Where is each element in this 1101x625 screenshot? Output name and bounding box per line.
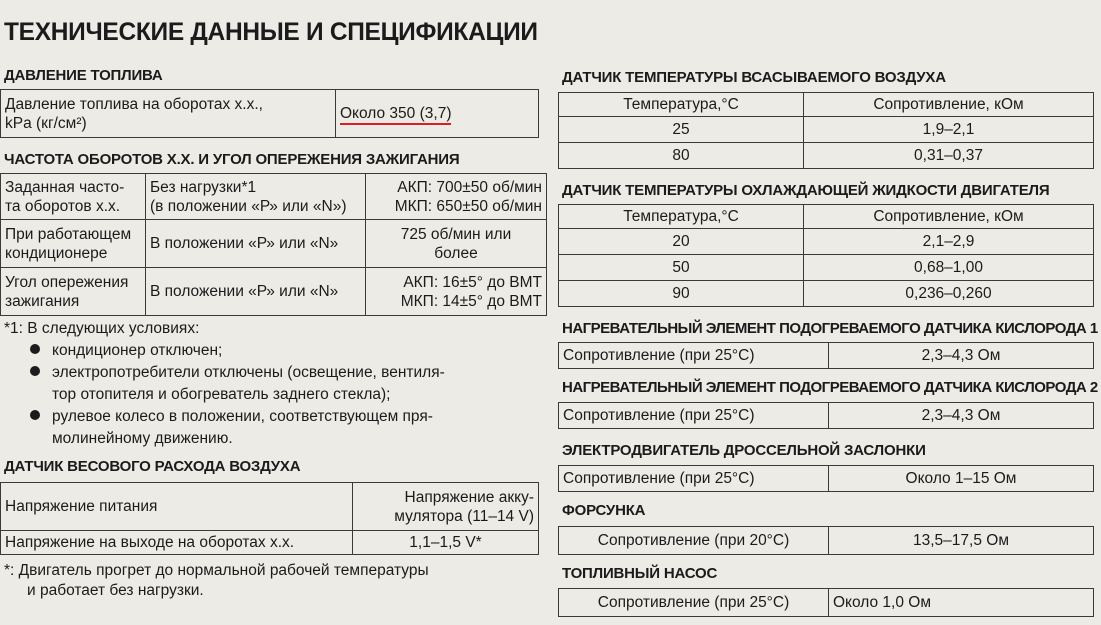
maf-table xyxy=(0,482,539,555)
bullet-icon xyxy=(30,410,40,420)
page-title: ТЕХНИЧЕСКИЕ ДАННЫЕ И СПЕЦИФИКАЦИИ xyxy=(4,18,538,46)
column-header: Сопротивление, кОм xyxy=(804,93,1094,117)
maf-output-value: 1,1–1,5 V* xyxy=(353,531,539,555)
fuel-pressure-value: Около 350 (3,7) xyxy=(336,90,539,138)
table-row: Сопротивление (при 25°С) Около 1,0 Ом xyxy=(559,589,1094,617)
column-header: Температура,°С xyxy=(559,93,804,117)
maf-supply-label: Напряжение питания xyxy=(1,483,353,531)
o2-heater-2-table xyxy=(558,402,1094,429)
table-row xyxy=(1,90,539,138)
table-row: Сопротивление (при 25°С) Около 1–15 Ом xyxy=(559,466,1094,492)
fuel-pump-table xyxy=(558,588,1094,617)
idle-note-title: *1: В следующих условиях: xyxy=(4,320,200,337)
fuel-pressure-heading: ДАВЛЕНИЕ ТОПЛИВА xyxy=(4,67,163,84)
list-item: кондиционер отключен; xyxy=(30,340,222,362)
o2-heater-1-heading: НАГРЕВАТЕЛЬНЫЙ ЭЛЕМЕНТ ПОДОГРЕВАЕМОГО ДАТЧИКА КИСЛОРОДА 1 xyxy=(562,320,1098,337)
table-row: 50 0,68–1,00 xyxy=(559,255,1094,281)
list-item-continuation: молинейному движению. xyxy=(52,430,233,447)
table-row: Угол опережения зажигания В положении «Р» или «N» АКП: 16±5° до ВМТ МКП: 14±5° до ВМТ xyxy=(1,268,547,316)
maf-heading: ДАТЧИК ВЕСОВОГО РАСХОДА ВОЗДУХА xyxy=(4,458,301,475)
table-row xyxy=(559,205,1094,229)
table-row: 80 0,31–0,37 xyxy=(559,143,1094,169)
table-row: При работающем кондиционере В положении «Р» или «N» 725 об/мин или более xyxy=(1,220,547,268)
injector-table xyxy=(558,526,1094,555)
bullet-icon xyxy=(30,366,40,376)
table-row xyxy=(559,93,1094,117)
fuel-pressure-label: Давление топлива на оборотах х.х., kPa (кг/см²) xyxy=(1,90,336,138)
throttle-table xyxy=(558,465,1094,492)
table-row xyxy=(1,531,539,555)
o2-heater-2-heading: НАГРЕВАТЕЛЬНЫЙ ЭЛЕМЕНТ ПОДОГРЕВАЕМОГО ДАТЧИКА КИСЛОРОДА 2 xyxy=(562,379,1098,396)
iat-heading: ДАТЧИК ТЕМПЕРАТУРЫ ВСАСЫВАЕМОГО ВОЗДУХА xyxy=(562,69,946,86)
maf-note-cont: и работает без нагрузки. xyxy=(27,582,204,599)
maf-note: *: Двигатель прогрет до нормальной рабочей температуры xyxy=(4,562,429,579)
idle-table xyxy=(0,173,547,316)
table-row: Сопротивление (при 25°С) 2,3–4,3 Ом xyxy=(559,343,1094,369)
list-item: электропотребители отключены (освещение, вентиля- xyxy=(30,362,445,384)
table-row: Сопротивление (при 20°С) 13,5–17,5 Ом xyxy=(559,527,1094,555)
idle-heading: ЧАСТОТА ОБОРОТОВ Х.Х. И УГОЛ ОПЕРЕЖЕНИЯ ЗАЖИГАНИЯ xyxy=(4,151,460,168)
table-row: 20 2,1–2,9 xyxy=(559,229,1094,255)
maf-supply-value: Напряжение акку- мулятора (11–14 V) xyxy=(353,483,539,531)
column-header: Сопротивление, кОм xyxy=(804,205,1094,229)
fuel-pump-heading: ТОПЛИВНЫЙ НАСОС xyxy=(562,565,718,582)
table-row: 25 1,9–2,1 xyxy=(559,117,1094,143)
injector-heading: ФОРСУНКА xyxy=(562,502,646,519)
table-row: Сопротивление (при 25°С) 2,3–4,3 Ом xyxy=(559,403,1094,429)
bullet-icon xyxy=(30,344,40,354)
fuel-pressure-table xyxy=(0,89,539,138)
throttle-heading: ЭЛЕКТРОДВИГАТЕЛЬ ДРОССЕЛЬНОЙ ЗАСЛОНКИ xyxy=(562,442,926,459)
list-item-continuation: тор отопителя и обогреватель заднего стекла); xyxy=(52,386,391,403)
ect-table xyxy=(558,204,1094,307)
table-row: 90 0,236–0,260 xyxy=(559,281,1094,307)
iat-table xyxy=(558,92,1094,169)
table-row xyxy=(1,483,539,531)
ect-heading: ДАТЧИК ТЕМПЕРАТУРЫ ОХЛАЖДАЮЩЕЙ ЖИДКОСТИ ДВИГАТЕЛЯ xyxy=(562,182,1050,199)
table-row: Заданная часто- та оборотов х.х. Без нагрузки*1 (в положении «Р» или «N») АКП: 700±50 об/мин МКП: 650±50 об/мин xyxy=(1,174,547,220)
column-header: Температура,°С xyxy=(559,205,804,229)
list-item: рулевое колесо в положении, соответствующем пря- xyxy=(30,406,433,428)
maf-output-label: Напряжение на выходе на оборотах х.х. xyxy=(1,531,353,555)
o2-heater-1-table xyxy=(558,342,1094,369)
